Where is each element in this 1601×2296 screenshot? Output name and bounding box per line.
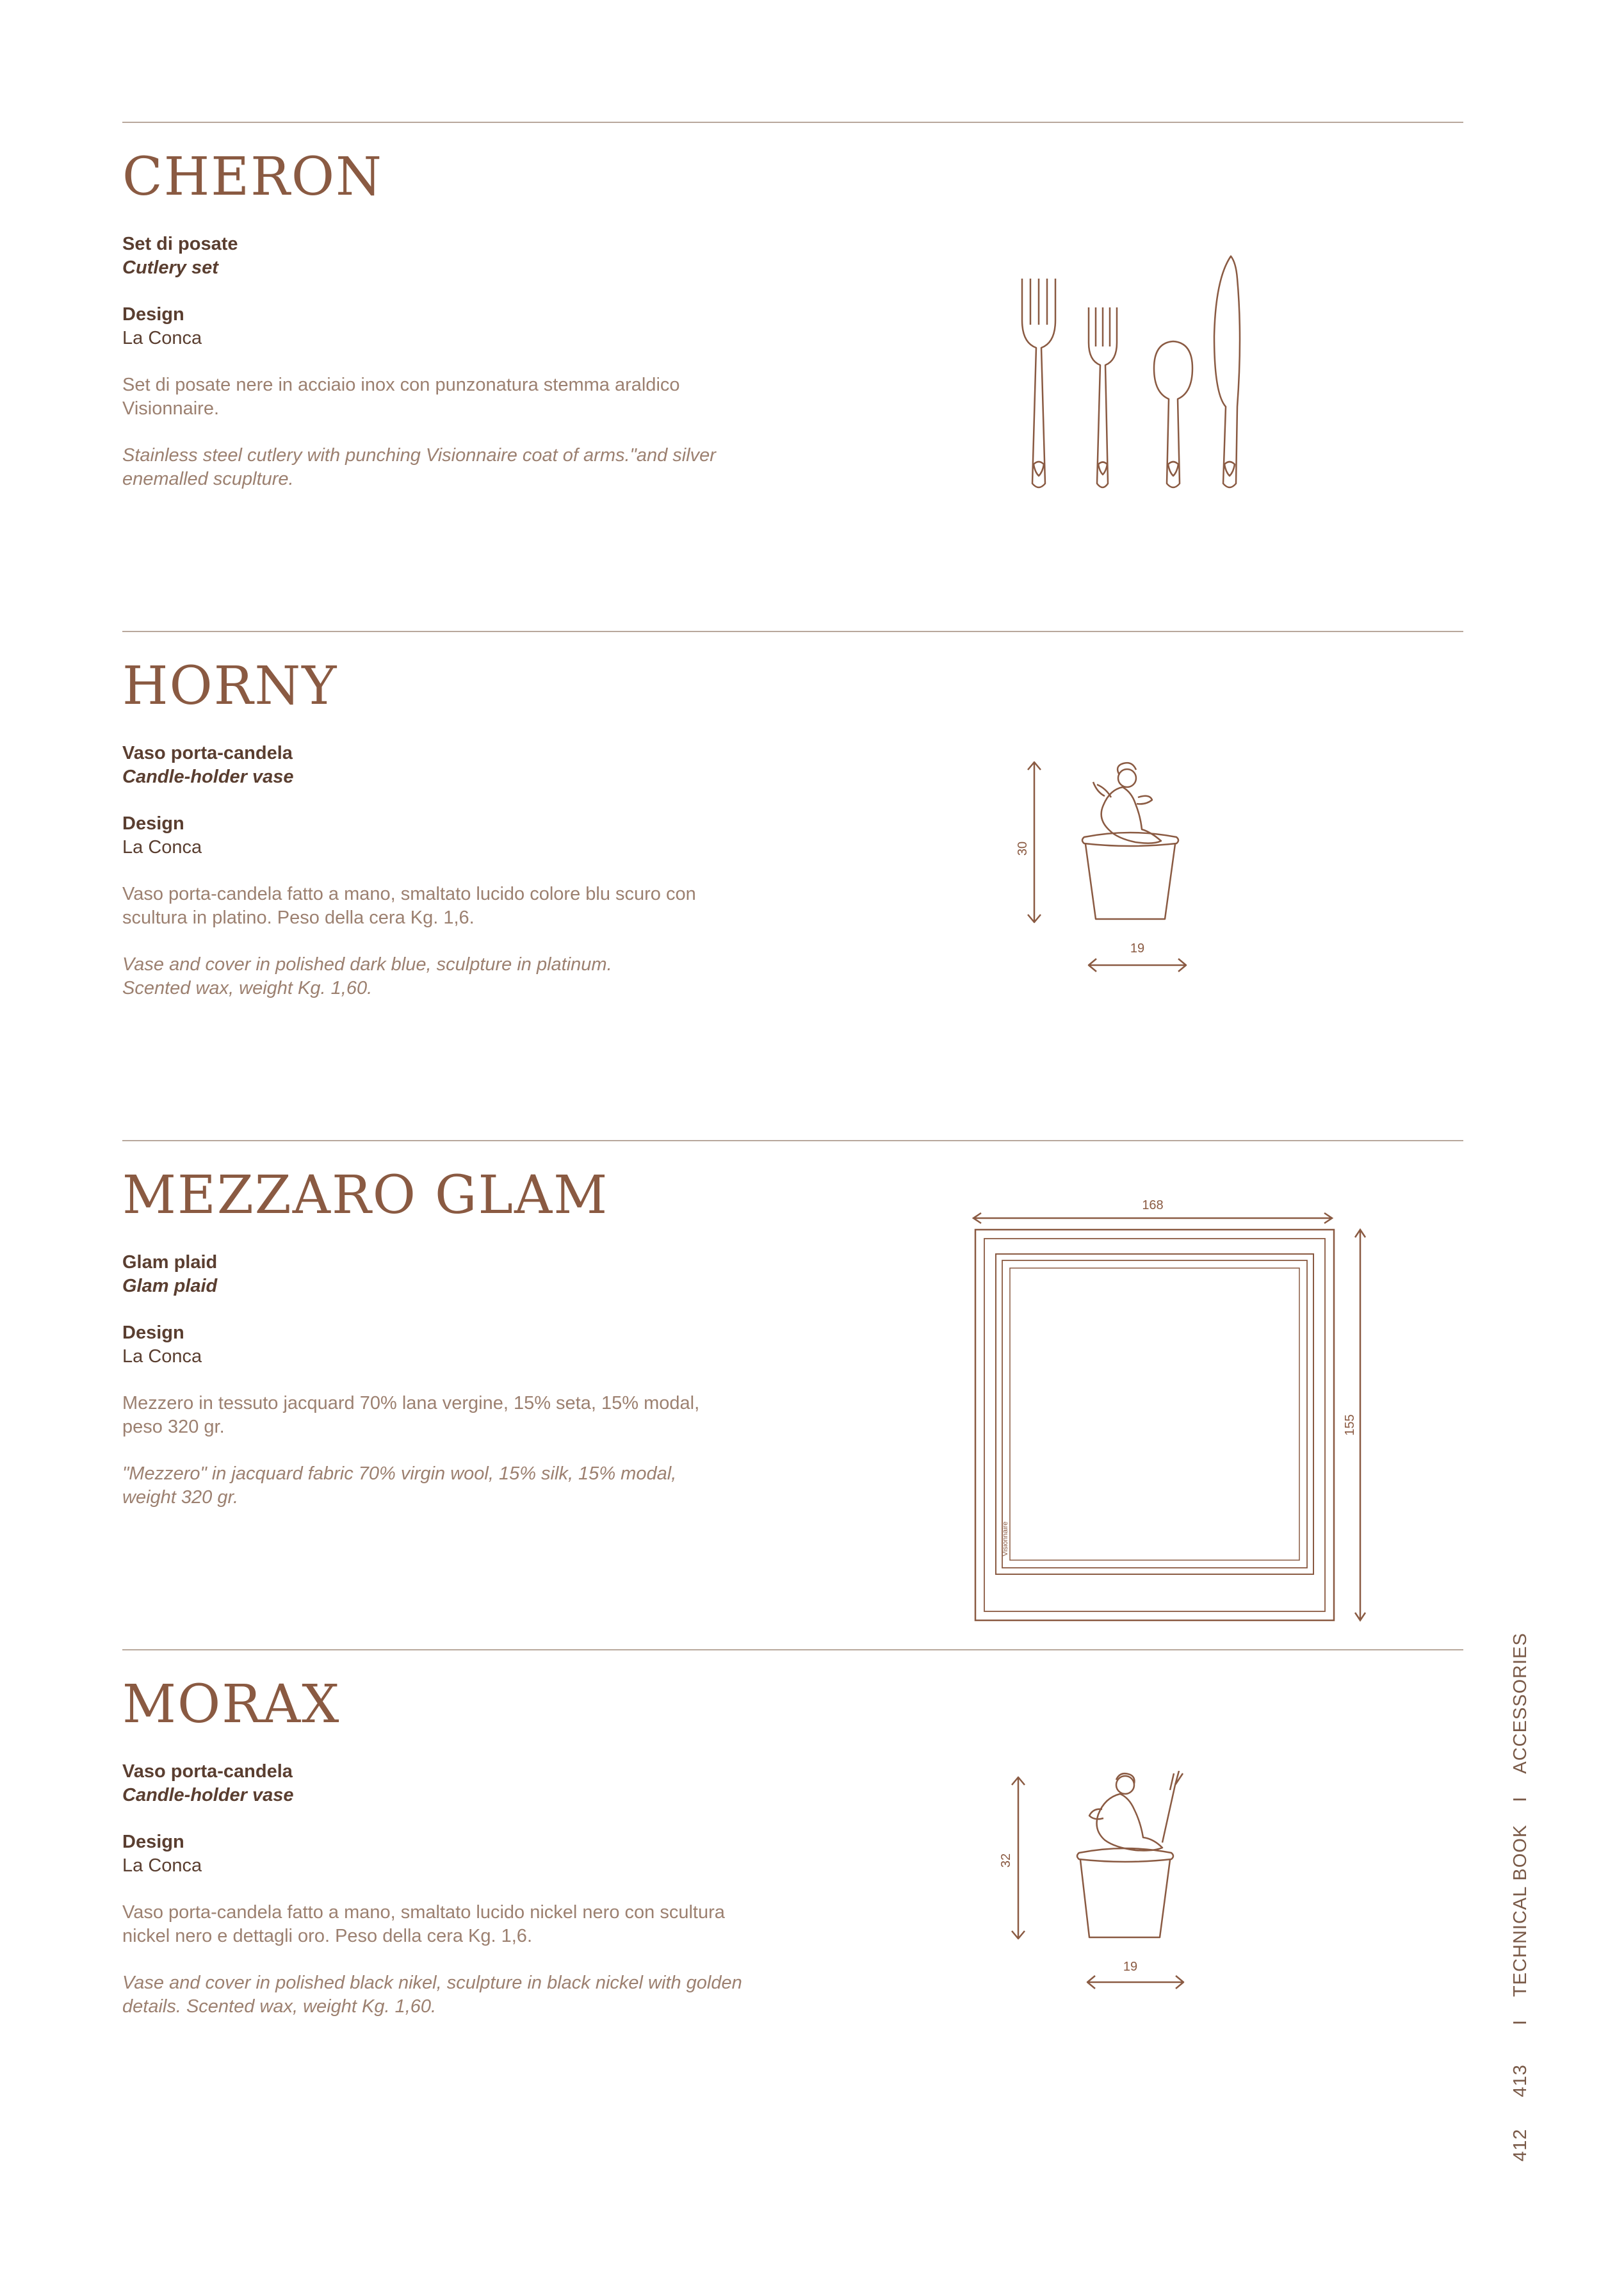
cutlery-set-drawing — [1012, 253, 1268, 500]
description-en-line-2: enemalled scuplture. — [122, 469, 294, 489]
knife-icon — [1214, 256, 1240, 487]
vase-body — [1085, 844, 1175, 919]
description-en-line-1: Vase and cover in polished black nikel, sculpture in black nickel with golden — [122, 1973, 742, 1993]
width-dimension-label: 19 — [1123, 1960, 1138, 1974]
vase-lid — [1077, 1848, 1173, 1862]
product-title: CHERON — [122, 147, 383, 208]
height-dimension-label: 155 — [1343, 1414, 1357, 1436]
product-title: MEZZARO GLAM — [122, 1165, 609, 1226]
description-en-line-1: Stainless steel cutlery with punching Visionnaire coat of arms."and silver — [122, 445, 716, 466]
description-it-line-1: Vaso porta-candela fatto a mano, smaltato lucido colore blu scuro con — [122, 884, 696, 904]
section-divider — [122, 122, 1463, 123]
width-dimension-label: 168 — [1142, 1198, 1164, 1212]
separator: I — [1510, 1796, 1531, 1802]
width-dimension-line — [1087, 1976, 1183, 1989]
height-dimension-line — [1012, 1777, 1025, 1939]
description-it-line-2: nickel nero e dettagli oro. Peso della cera Kg. 1,6. — [122, 1926, 532, 1946]
product-type-en: Candle-holder vase — [122, 1785, 294, 1805]
brand-mark: Visionnaire — [1002, 1521, 1009, 1556]
plaid-border-1 — [984, 1239, 1325, 1611]
plaid-border-2 — [996, 1254, 1313, 1574]
designer-name: La Conca — [122, 328, 202, 348]
description-it-line-2: Visionnaire. — [122, 398, 220, 419]
sculpture-icon — [1093, 763, 1161, 843]
product-type-it: Glam plaid — [122, 1252, 218, 1273]
width-dimension-line — [1089, 959, 1186, 972]
page-number-right: 413 — [1510, 2064, 1531, 2097]
design-label: Design — [122, 304, 184, 325]
description-it-line-1: Mezzero in tessuto jacquard 70% lana vergine, 15% seta, 15% modal, — [122, 1393, 700, 1413]
plaid-border-3 — [1002, 1260, 1307, 1568]
product-title: MORAX — [122, 1674, 341, 1735]
candle-vase-drawing — [983, 1771, 1201, 1995]
product-type-en: Candle-holder vase — [122, 767, 294, 787]
description-en-line-2: Scented wax, weight Kg. 1,60. — [122, 978, 373, 998]
dessert-fork-icon — [1089, 307, 1117, 487]
height-dimension-label: 30 — [1016, 841, 1030, 856]
description-it-line-1: Set di posate nere in acciaio inox con punzonatura stemma araldico — [122, 375, 680, 395]
plaid-border-4 — [1010, 1268, 1299, 1560]
section-divider — [122, 631, 1463, 632]
product-type-en: Cutlery set — [122, 257, 218, 278]
product-mezzaro-glam — [0, 1140, 1601, 1649]
design-label: Design — [122, 813, 184, 834]
page-footer-vertical — [1510, 1632, 1531, 2162]
designer-name: La Conca — [122, 1346, 202, 1367]
description-en-line-2: weight 320 gr. — [122, 1487, 239, 1508]
product-type-it: Set di posate — [122, 234, 238, 254]
product-title: HORNY — [122, 656, 338, 717]
plaid-outer-edge — [975, 1230, 1334, 1620]
book-title: TECHNICAL BOOK — [1510, 1824, 1531, 1997]
product-cheron — [0, 122, 1601, 631]
spoon-icon — [1154, 341, 1192, 487]
product-type-en: Glam plaid — [122, 1276, 218, 1296]
sculpture-icon — [1089, 1771, 1183, 1851]
height-dimension-label: 32 — [999, 1853, 1013, 1868]
height-dimension-line — [1028, 762, 1041, 922]
description-it-line-2: peso 320 gr. — [122, 1417, 225, 1437]
separator: I — [1510, 2019, 1531, 2026]
design-label: Design — [122, 1832, 184, 1852]
product-type-it: Vaso porta-candela — [122, 1761, 293, 1782]
section-divider — [122, 1140, 1463, 1141]
description-en-line-1: Vase and cover in polished dark blue, sculpture in platinum. — [122, 954, 612, 975]
page-number-left: 412 — [1510, 2128, 1531, 2162]
product-info — [122, 742, 795, 1000]
section-divider — [122, 1649, 1463, 1650]
width-dimension-line — [973, 1213, 1332, 1223]
width-dimension-label: 19 — [1130, 941, 1145, 956]
chapter-title: ACCESSORIES — [1510, 1632, 1531, 1774]
vase-lid — [1082, 833, 1178, 846]
description-en-line-1: "Mezzero" in jacquard fabric 70% virgin wool, 15% silk, 15% modal, — [122, 1463, 677, 1484]
description-it-line-2: scultura in platino. Peso della cera Kg. 1,6. — [122, 908, 475, 928]
plaid-drawing — [967, 1198, 1377, 1633]
designer-name: La Conca — [122, 1855, 202, 1876]
product-horny — [0, 631, 1601, 1140]
vase-body — [1080, 1860, 1170, 1937]
design-label: Design — [122, 1323, 184, 1343]
product-info — [122, 232, 795, 491]
description-en-line-2: details. Scented wax, weight Kg. 1,60. — [122, 1996, 437, 2017]
candle-vase-drawing — [1002, 759, 1207, 980]
product-type-it: Vaso porta-candela — [122, 743, 293, 763]
description-it-line-1: Vaso porta-candela fatto a mano, smaltato lucido nickel nero con scultura — [122, 1902, 725, 1923]
designer-name: La Conca — [122, 837, 202, 858]
product-info — [122, 1251, 795, 1510]
dinner-fork-icon — [1022, 279, 1055, 487]
product-info — [122, 1760, 795, 2019]
product-morax — [0, 1649, 1601, 2158]
